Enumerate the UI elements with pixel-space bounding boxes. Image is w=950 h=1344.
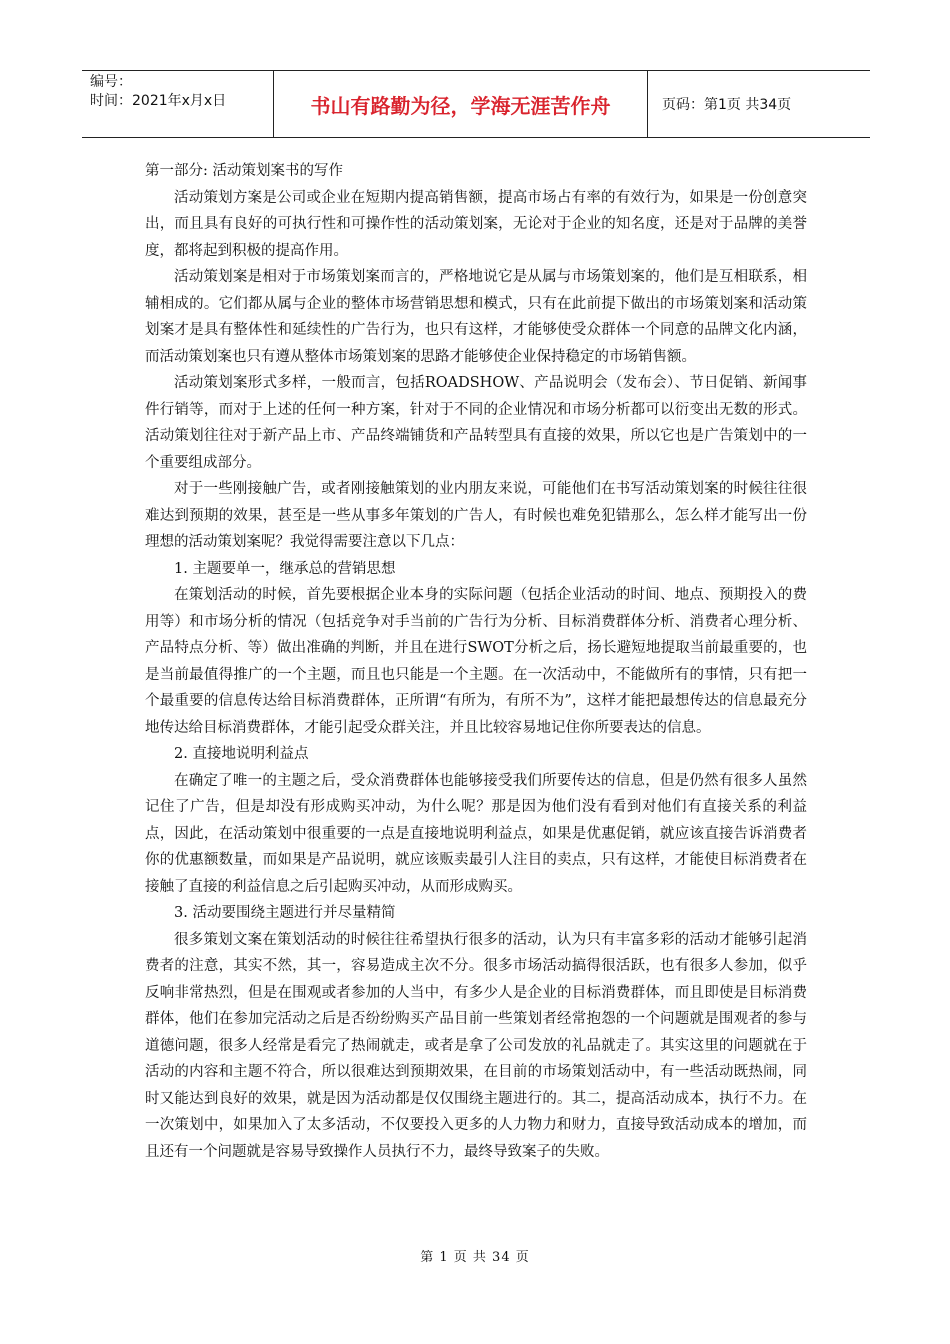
document-body (145, 158, 807, 1165)
page-header (82, 70, 870, 138)
page-footer: 第 1 页 共 34 页 (420, 1250, 530, 1265)
paragraph: 在策划活动的时候，首先要根据企业本身的实际问题（包括企业活动的时间、地点、预期投入的费用等）和市场分析的情况（包括竞争对手当前的广告行为分析、目标消费群体分析、消费者心理分析、产品特点分析、等）做出准确的判断，并且在进行SWOT分析之后，扬长避短地提取当前最重要的，也是当前最值得推广的一个主题，而且也只能是一个主题。在一次活动中，不能做所有的事情，只有把一个最重要的信息传达给目标消费群体，正所谓“有所为，有所不为”，这样才能把最想传达的信息最充分地传达给目标消费群体，才能引起受众群关注，并且比较容易地记住你所要表达的信息。 (145, 587, 807, 736)
subheading: 1. 主题要单一，继承总的营销思想 (174, 560, 396, 577)
paragraph: 对于一些刚接触广告，或者刚接触策划的业内朋友来说，可能他们在书写活动策划案的时候往往很难达到预期的效果，甚至是一些从事多年策划的广告人，有时候也难免犯错那么，怎么样才能写出一份理想的活动策划案呢？我觉得需要注意以下几点： (145, 481, 807, 550)
paragraph: 很多策划文案在策划活动的时候往往希望执行很多的活动，认为只有丰富多彩的活动才能够引起消费者的注意，其实不然，其一，容易造成主次不分。很多市场活动搞得很活跃，也有很多人参加，似乎反响非常热烈，但是在围观或者参加的人当中，有多少人是企业的目标消费群体，而且即使是目标消费群体，他们在参加完活动之后是否纷纷购买产品目前一些策划者经常抱怨的一个问题就是围观者的参与道德问题，很多人经常是看完了热闹就走，或者是拿了公司发放的礼品就走了。其实这里的问题就在于活动的内容和主题不符合，所以很难达到预期效果，在目前的市场策划活动中，有一些活动既热闹，同时又能达到良好的效果，就是因为活动都是仅仅围绕主题进行的。其二，提高活动成本，执行不力。在一次策划中，如果加入了太多活动，不仅要投入更多的人力物力和财力，直接导致活动成本的增加，而且还有一个问题就是容易导致操作人员执行不力，最终导致案子的失败。 (145, 931, 807, 1160)
paragraph: 活动策划案是相对于市场策划案而言的，严格地说它是从属与市场策划案的，他们是互相联系，相辅相成的。它们都从属与企业的整体市场营销思想和模式，只有在此前提下做出的市场策划案和活动策划案才是具有整体性和延续性的广告行为，也只有这样，才能够使受众群体一个同意的品牌文化内涵，而活动策划案也只有遵从整体市场策划案的思路才能够使企业保持稳定的市场销售额。 (145, 269, 807, 365)
paragraph: 在确定了唯一的主题之后，受众消费群体也能够接受我们所要传达的信息，但是仍然有很多人虽然记住了广告，但是却没有形成购买冲动，为什么呢？那是因为他们没有看到对他们有直接关系的利益点，因此，在活动策划中很重要的一点是直接地说明利益点，如果是优惠促销，就应该直接告诉消费者你的优惠额数量，而如果是产品说明，就应该贩卖最引人注目的卖点，只有这样，才能使目标消费者在接触了直接的利益信息之后引起购买冲动，从而形成购买。 (145, 772, 807, 895)
subheading: 2. 直接地说明利益点 (174, 746, 309, 762)
header-page-info: 页码：第1页 共34页 (662, 97, 792, 113)
header-meta (82, 71, 274, 137)
section-title: 第一部分: 活动策划案书的写作 (145, 163, 343, 179)
subheading: 3. 活动要围绕主题进行并尽量精简 (174, 905, 396, 921)
header-motto: 书山有路勤为径，学海无涯苦作舟 (274, 71, 648, 137)
paragraph: 活动策划案形式多样，一般而言，包括ROADSHOW、产品说明会（发布会）、节日促销、新闻事件行销等，而对于上述的任何一种方案，针对于不同的企业情况和市场分析都可以衍变出无数的形式。活动策划往往对于新产品上市、产品终端铺货和产品转型具有直接的效果，所以它也是广告策划中的一个重要组成部分。 (145, 375, 807, 471)
document-number-label: 编号： (90, 74, 132, 90)
paragraph: 活动策划方案是公司或企业在短期内提高销售额，提高市场占有率的有效行为，如果是一份创意突出，而且具有良好的可执行性和可操作性的活动策划案，无论对于企业的知名度，还是对于品牌的美誉度，都将起到积极的提高作用。 (145, 189, 807, 259)
document-date: 时间：2021年x月x日 (90, 93, 227, 109)
